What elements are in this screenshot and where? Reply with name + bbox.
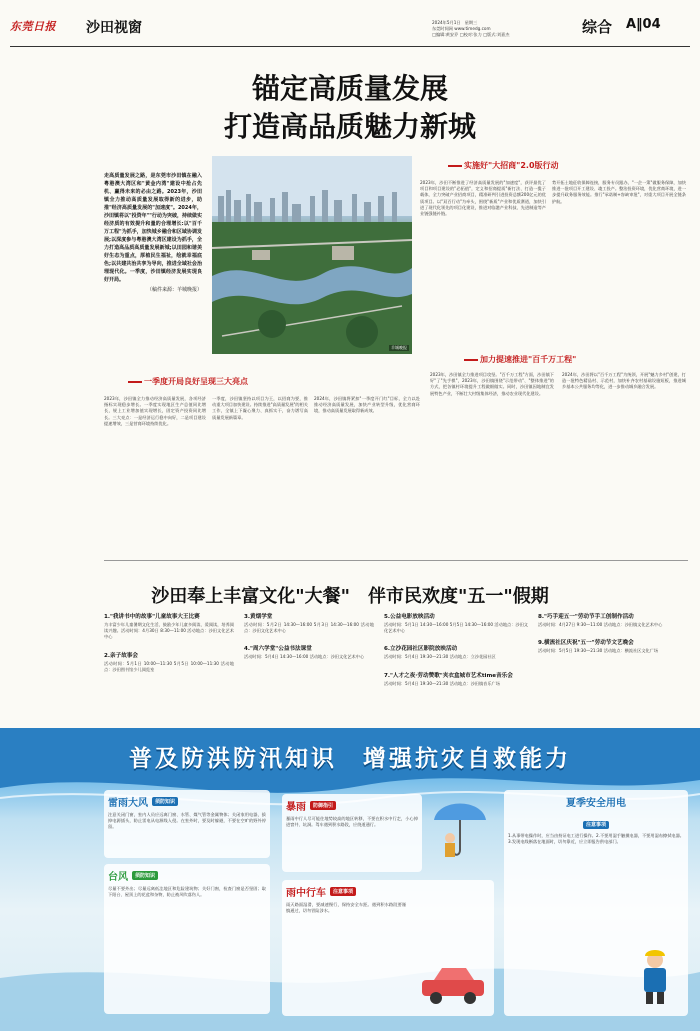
- event-body: 活动时间：5月1日 14:30—16:00 5月5日 14:30—16:00 活动地点：沙田文化艺术中心: [384, 622, 528, 634]
- worker-icon: [630, 946, 680, 1006]
- header-info: [432, 20, 509, 38]
- body-col-g: 2024年，沙田镇将紧扣"一季度开门红"目标，全力以赴推动经济高质量发展，加快产业转型升级，优化营商环境，推动高质量发展取得新成效。: [314, 396, 420, 414]
- event-title: 7."人才之夜·劳动赞歌"夹衣盒城市艺术time音乐会: [384, 672, 513, 679]
- body-col-e: 2023年，沙田镇全力推动经济高质量发展，各项经济指标实现稳步增长。一季度实现地区生产总值同比增长，规上工业增加值实现增长，固定资产投资同比增长。三大亮点：一是经济运行稳中向好，二是项目建设提速增效，三是营商环境持续优化。: [104, 396, 206, 426]
- panel-tag: 注意事项: [583, 821, 609, 829]
- event-item: [244, 644, 374, 660]
- panel-body: 暴雨中行人尽可能往地势较高的地区转移，不要在积水中行走，小心掉进窨井、坑洞。驾车遇到积水路段，应绕道通行。: [286, 816, 418, 828]
- panel-title: 台风: [108, 872, 128, 883]
- event-item: [384, 612, 528, 634]
- lead-credit: （稿件来源：羊城晚报）: [146, 287, 202, 293]
- panel-body: 注意关闭门窗，室内人员应远离门窗、水管、煤气管等金属物体；关闭家用电器，拔掉电源插头，防止雷电从电源线入侵。在室外时，要及时躲避，不要在空旷的野外停留。: [108, 812, 266, 830]
- page-number: A‖04: [626, 17, 661, 32]
- umbrella-icon: [430, 790, 490, 860]
- event-title: 4."周六学堂"公益书法课堂: [244, 646, 312, 653]
- panel-body: 1.从事带电操作时，应当由持证电工进行操作。2.不要用湿手触摸电器，不要用湿布擦拭电器。3.发现电线断落在地面时，切勿靠近，应立即报告供电部门。: [508, 833, 684, 845]
- body-col-f: 一季度，沙田镇坚持以项目为王，以招商为要，推动重大项目加快建设。持续推进"高质量发展"的相关工作，全镇上下凝心聚力、真抓实干，奋力谱写高质量发展新篇章。: [212, 396, 308, 420]
- category-label: 综合: [582, 18, 613, 36]
- event-body: 活动时间：4月27日 9:30—11:00 活动地点：沙田镇文化艺术中心: [538, 622, 663, 627]
- event-title: 9.横流社区庆祝"五一"劳动节文艺晚会: [538, 640, 634, 647]
- panel-tag: 须防知识: [152, 797, 178, 806]
- event-title: 5.公益电影放映活动: [384, 614, 435, 620]
- panel-summer-electricity: [504, 790, 688, 1016]
- newspaper-logo: 东莞日报: [10, 20, 56, 33]
- event-title: 8."巧手迎五一"劳动节手工创制作活动: [538, 614, 634, 620]
- event-title: 2.亲子故事会: [104, 652, 138, 659]
- section-1-heading: 实施好"大招商"2.0版行动: [464, 161, 559, 170]
- section-2-heading: 一季度开局良好呈现三大亮点: [144, 377, 248, 386]
- event-title: 1."我讲书中的故事"儿童故事大王比赛: [104, 614, 200, 620]
- body-col-d: 2024年，沙田将以"百千万工程"为统领，开展"魅力乡村"创建，打造一批特色精品村、示范村，加快补齐农村基础设施短板，推进城乡基本公共服务均等化，进一步推动城乡融合发展。: [562, 372, 686, 390]
- panel-title: 雷雨大风: [108, 798, 148, 809]
- event-body: 活动时间：5月1日 10:00—11:30 5月5日 10:00—11:30 活动地点：沙田图书馆少儿阅览室: [104, 660, 234, 672]
- panel-tag: 防御指引: [310, 801, 336, 810]
- car-icon: [418, 958, 488, 1008]
- panel-driving-in-rain: [282, 880, 494, 1016]
- body-col-b: 势开拓土地征收保障连接，服务专员跟办，"一企一策"做服务保障，加快推进一批项目开工建设、竣工投产。整治投资环境，优化营商环境，进一步提升政务服务效能。推行"承诺制+容缺审批"，对重大项目开展全链条护航。: [552, 180, 687, 204]
- event-item: [104, 651, 234, 673]
- event-body: 活动时间：5月2日 14:30—16:00 5月3日 14:30—16:00 活动地点：沙田文化艺术中心: [244, 622, 374, 634]
- event-title: 3.黄烟学堂: [244, 614, 273, 620]
- section-2-bar: [128, 381, 142, 383]
- events-col-3: [384, 612, 528, 697]
- panel-body: 尽量不要外出；尽量远离低洼地区和危险建筑物；关好门窗，检查门窗是否坚固；取下阳台、屋顶上的花盆和杂物，防止被风吹落伤人。: [108, 886, 266, 898]
- headline-line-2: 打造高品质魅力新城: [223, 110, 476, 143]
- culture-headline: 沙田奉上丰富文化"大餐" 伴市民欢度"五一"假期: [151, 586, 549, 607]
- event-item: [538, 612, 688, 628]
- event-body: 活动时间：5月4日 19:30—21:30 活动地点：沙田镇音乐广场: [384, 680, 500, 686]
- main-headline: [0, 70, 700, 146]
- panel-thunderstorm: [104, 790, 270, 858]
- event-body: 为丰富少年儿童暑期文化生活，鼓励少年儿童多阅读、爱阅读，培养阅读兴趣。活动时间：4月30日 8:30—11:00 活动地点：沙田文化艺术中心: [104, 622, 234, 640]
- section-3-heading: 加力提速推进"百千万工程": [480, 355, 577, 364]
- photo-credit: 羊城晚报: [391, 345, 407, 350]
- section-3-bar: [464, 359, 478, 361]
- event-body: 活动时间：5月4日 14:30—16:00 活动地点：沙田文化艺术中心: [244, 654, 365, 660]
- panel-body: 雨天路面湿滑，要减速慢行，保持安全车距。遇到积水路段要谨慎通过，切勿冒险涉水。: [286, 902, 406, 914]
- panel-typhoon: [104, 864, 270, 1014]
- lead-text: 走高质量发展之路，是东莞市沙田镇在融入粤港澳大湾区和"黄金内湾"建设中抢占先机、赢得未来的必由之路。2023年，沙田镇全力推动高质量发展取得新的进步，助推"经济高质量发展的"加速度"。2024年，沙田镇将以"投资年""行动为突破，持续做实经济质的有效提升和量的合理增长:以"百千万工程"为抓手，加快城乡融合和区域协调发展;以深度参与粤港澳大湾区建设为抓手，全力打造高品质高质量发展新城;以田园和谐美好生态为重点，厚植民生福祉，绘就幸福底色;以共建共治共享为导向，推进全域社会治理现代化。一季度，沙田镇经济发展实现良好开局。: [104, 173, 202, 283]
- panel-tag: 须防知识: [132, 871, 158, 880]
- panel-title: 夏季安全用电: [566, 798, 626, 809]
- events-col-4: [538, 612, 688, 664]
- header-editors: □编辑:黄安乔 □校对:张力 □版式:刘嘉杰: [432, 32, 510, 37]
- section-1-bar: [448, 165, 462, 167]
- event-body: 活动时间：5月5日 19:30—21:30 活动地点：横流社区文化广场: [538, 648, 659, 654]
- city-photo-svg: [212, 156, 412, 354]
- lead-paragraph: [104, 172, 202, 294]
- event-item: [538, 638, 688, 654]
- body-col-c: 2023年，沙田镇全力推进项目攻坚。"百千万工程"方面，沙田镇下好"了"先手棋"，2023年，沙田镇围绕"示范带动"、"整体推进"的方式，把各镇村环境提升工程做细做实。同时，沙田镇因地制宜发展特色产业，不断壮大村级集体经济，推动农业现代化建设。: [430, 372, 554, 396]
- event-item: [244, 612, 374, 634]
- event-item: [384, 671, 528, 687]
- section-divider: [104, 560, 688, 561]
- event-item: [104, 612, 234, 641]
- section-name: 沙田视窗: [86, 20, 142, 36]
- body-col-a: 2023年，沙田不断推进了经济高质量发展的"加速度"，获评最优了项目和项目建设的"必拓值"，定义和招商提质"新打法、打造一揽子载体，全力突破产业招商项目，精准研判引进投资总额200亿元的优质项目。以"双百行动"为牵头，围绕"新质"产业和优质赛道，加快引进了现代化领先的项目化建设，推进对临港产业科技、先进制造等产业链强链补链。: [420, 180, 546, 217]
- event-title: 6.立沙花园社区影院放映活动: [384, 646, 458, 653]
- panel-rainstorm: [282, 794, 422, 872]
- header-web: 东莞时间网 www.timedg.com: [432, 26, 491, 31]
- event-item: [384, 644, 528, 660]
- city-aerial-photo: [212, 156, 412, 354]
- panel-title: 暴雨: [286, 802, 306, 813]
- header-divider: [10, 46, 690, 47]
- event-body: 活动时间：5月4日 19:30—21:30 活动地点：立沙花园社区: [384, 654, 496, 660]
- panel-tag: 注意事项: [330, 887, 356, 896]
- header-date: 2024年5月1日 星期三: [432, 20, 478, 25]
- events-col-2: [244, 612, 374, 671]
- flood-headline: 普及防洪防汛知识 增强抗灾自救能力: [129, 746, 571, 772]
- events-col-1: [104, 612, 234, 683]
- headline-line-1: 锚定高质量发展: [251, 72, 448, 105]
- panel-title: 雨中行车: [286, 888, 326, 899]
